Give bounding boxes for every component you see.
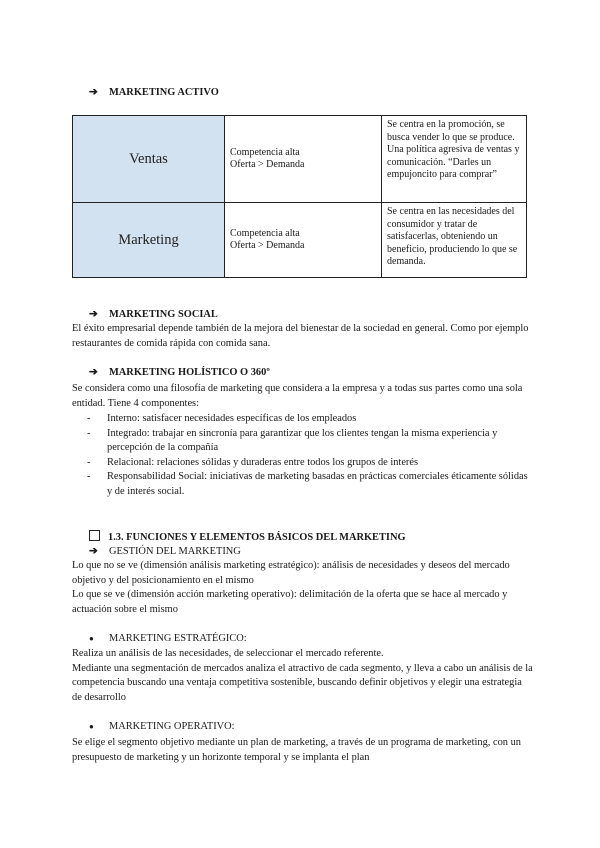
gestion-text: Lo que no se ve (dimensión análisis marketing estratégico): análisis de necesidades y deseos del mercado objetivo y del posicionamiento en el mismo Lo que se ve (dimensión acción marketing operativo): delimitación de la oferta que se hace al mercado y actuación sobre el mismo xyxy=(72,560,510,615)
list-item: - Relacional: relaciones sólidas y duraderas entre todos los grupos de interés xyxy=(87,456,419,468)
marketing-holistico-text: Se considera como una filosofía de marketing que considera a la empresa y a todas sus partes como una sola entidad. Tiene 4 componentes: xyxy=(72,383,523,409)
list-item: - Interno: satisfacer necesidades específicas de los empleados xyxy=(87,413,357,424)
row-label-ventas: Ventas xyxy=(73,116,225,203)
heading-marketing-holistico: ➔ MARKETING HOLÍSTICO O 360º xyxy=(89,366,270,381)
arrow-icon: ➔ xyxy=(89,309,98,320)
arrow-icon: ➔ xyxy=(89,87,98,98)
table-row xyxy=(73,116,527,203)
heading-gestion: ➔ GESTIÓN DEL MARKETING xyxy=(89,545,241,560)
heading-marketing-activo: ➔ MARKETING ACTIVO xyxy=(89,86,219,101)
row-conditions: Competencia alta Oferta > Demanda xyxy=(225,116,382,203)
arrow-icon: ➔ xyxy=(89,546,98,557)
heading-operativo: ● MARKETING OPERATIVO: xyxy=(89,720,235,735)
comparison-table xyxy=(72,115,527,278)
heading-marketing-social: ➔ MARKETING SOCIAL xyxy=(89,308,218,323)
estrategico-text: Realiza un análisis de las necesidades, de seleccionar el mercado referente. Mediante una segmentación de mercados analiza el atractivo de cada segmento, y lleva a cabo un análisis de la competencia buscando una ventaja competitiva sostenible, buscando definir objetivos y elegir una estrategia de desarrollo xyxy=(72,648,533,703)
operativo-text: Se elige el segmento objetivo mediante un plan de marketing, a través de un programa de marketing, con un presupuesto de marketing y un horizonte temporal y se implanta el plan xyxy=(72,737,521,763)
list-item: - Integrado: trabajar en sincronía para garantizar que los clientes tengan la misma experiencia y percepción de la compañía xyxy=(87,427,498,454)
heading-estrategico: ● MARKETING ESTRATÉGICO: xyxy=(89,632,247,647)
row-description: Se centra en la promoción, se busca vender lo que se produce. Una política agresiva de ventas y comunicación. “Darles un empujoncito para comprar” xyxy=(382,116,527,203)
components-list xyxy=(87,412,532,500)
marketing-social-text: El éxito empresarial depende también de la mejora del bienestar de la sociedad en general. Como por ejemplo restaurantes de comida rápida con comida sana. xyxy=(72,323,529,349)
row-label-marketing: Marketing xyxy=(73,203,225,278)
arrow-icon: ➔ xyxy=(89,367,98,378)
bullet-icon: ● xyxy=(89,634,94,643)
row-description: Se centra en las necesidades del consumidor y tratar de satisfacerlas, obteniendo un beneficio, produciendo lo que se demanda. xyxy=(382,203,527,278)
list-item: - Responsabilidad Social: iniciativas de marketing basadas en prácticas comerciales éticamente sólidas y de interés social. xyxy=(87,471,528,497)
row-conditions: Competencia alta Oferta > Demanda xyxy=(225,203,382,278)
section-heading-1-3: 1.3. FUNCIONES Y ELEMENTOS BÁSICOS DEL MARKETING xyxy=(89,530,406,546)
table-row xyxy=(73,203,527,278)
checkbox-icon xyxy=(89,530,100,541)
bullet-icon: ● xyxy=(89,722,94,731)
